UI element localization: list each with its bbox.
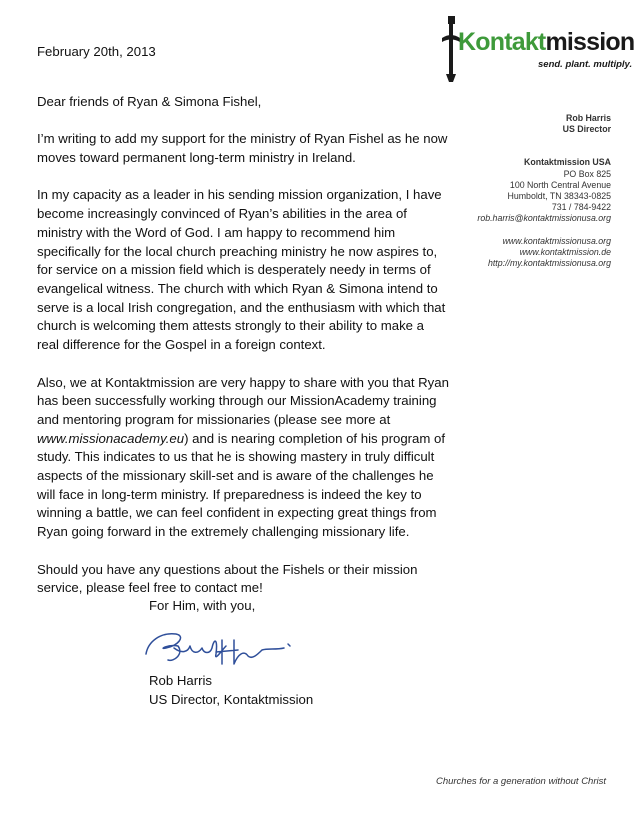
signature-title: US Director, Kontaktmission — [149, 691, 314, 707]
sidebar-city: Humboldt, TN 38343-0825 — [507, 191, 611, 202]
logo-tagline: send. plant. multiply. — [538, 59, 633, 70]
letter-date: February 20th, 2013 — [37, 44, 156, 59]
handwritten-signature — [138, 624, 298, 668]
paragraph-4: Should you have any questions about the Fishels or their mission service, please feel free to contact me! — [37, 561, 418, 596]
letter-body — [37, 93, 467, 617]
contact-sidebar — [431, 113, 611, 269]
closing: For Him, with you, — [149, 598, 256, 613]
logo-brand-mission: mission — [545, 28, 635, 56]
footer-tagline: Churches for a generation without Christ — [435, 776, 606, 787]
sidebar-email[interactable]: rob.harris@kontaktmissionusa.org — [477, 213, 611, 224]
sidebar-title: US Director — [562, 124, 611, 135]
sidebar-name: Rob Harris — [566, 113, 611, 123]
kontaktmission-logo — [440, 14, 635, 84]
sidebar-po-box: PO Box 825 — [563, 168, 611, 179]
logo-brand-kontakt: Kontakt — [458, 28, 546, 56]
paragraph-2: In my capacity as a leader in his sending mission organization, I have become increasingly convinced of Ryan’s abilities in the area of ministry with the Word of God. I am happy to recommend him specifically for the local church preaching ministry he now aspires to, for service on a mission field which is desperately needy in terms of evangelical witness. The church with which Ryan & Simona intend to serve is a local Irish congregation, and the enthusiasm with which that church is welcoming them attests strongly to their ability to make a real difference for the Gospel in a foreign context. — [37, 187, 446, 353]
salutation: Dear friends of Ryan & Simona Fishel, — [37, 94, 262, 109]
sidebar-web-3[interactable]: http://my.kontaktmissionusa.org — [487, 258, 611, 269]
sidebar-street: 100 North Central Avenue — [509, 179, 611, 190]
signature-name: Rob Harris — [149, 673, 213, 688]
paragraph-3: Also, we at Kontaktmission are very happy to share with you that Ryan has been successfully working through our MissionAcademy training and mentoring program for missionaries (please see more at www.missionacademy.eu) and is nearing completion of his program of study. This indicates to us that he is showing mastery in truly difficult aspects of the missionary skill-set and is aware of the challenges he will face in long-term ministry. If preparedness is indeed the key to winning a battle, we can feel confident in expecting great things from Ryan going forward in the extremely challenging missionary life. — [37, 374, 449, 540]
sidebar-web-2[interactable]: www.kontaktmission.de — [519, 246, 611, 257]
sidebar-org: Kontaktmission USA — [523, 157, 611, 168]
signature-block — [149, 672, 313, 709]
missionacademy-link[interactable]: www.missionacademy.eu — [37, 430, 185, 446]
sidebar-phone: 731 / 784-9422 — [551, 202, 611, 213]
paragraph-1: I’m writing to add my support for the ministry of Ryan Fishel as he now moves toward permanent long-term ministry in Ireland. — [37, 131, 448, 166]
sidebar-web-1[interactable]: www.kontaktmissionusa.org — [502, 235, 611, 246]
logo-wordmark — [458, 28, 634, 57]
